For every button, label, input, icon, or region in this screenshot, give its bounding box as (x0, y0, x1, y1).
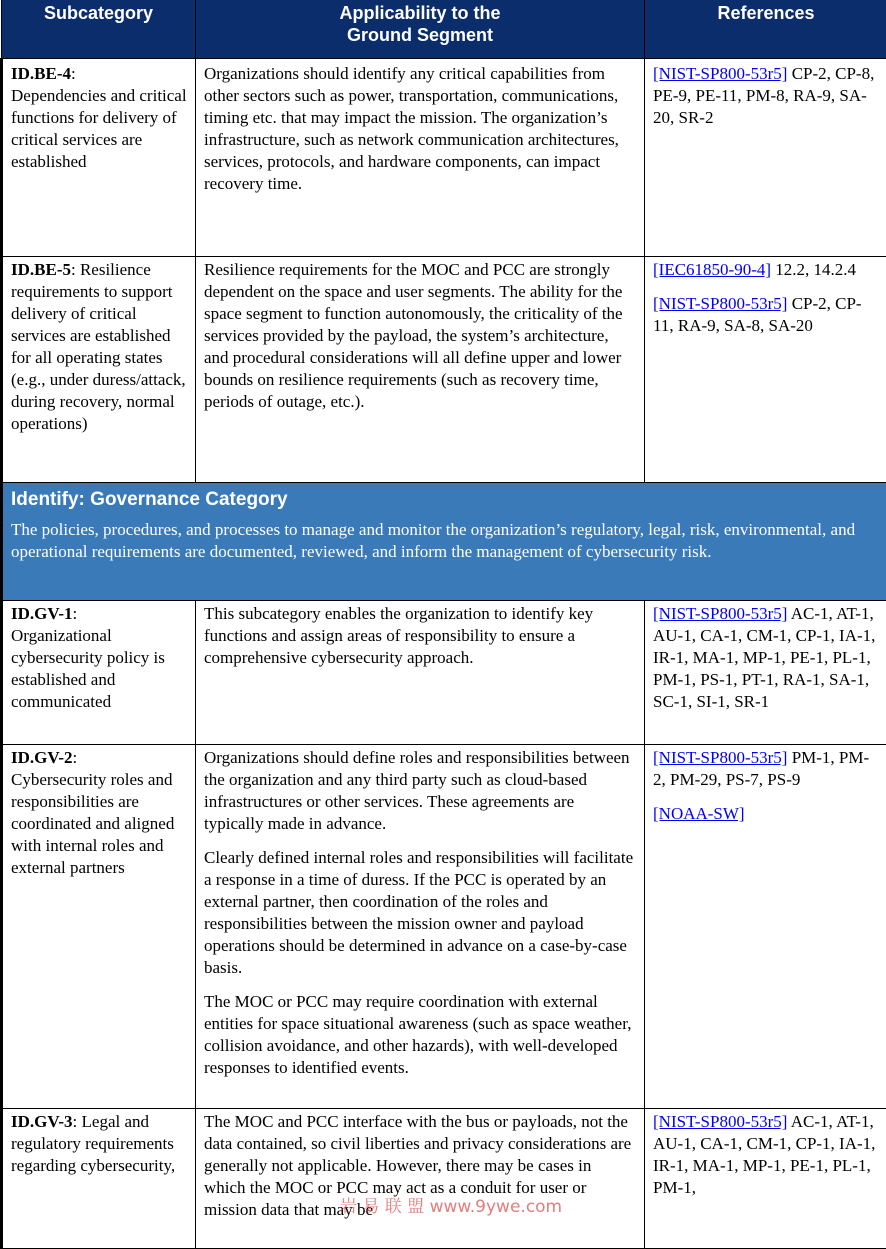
table-row (2, 257, 886, 483)
category-cell (2, 483, 886, 601)
reference-controls: PM-1, PM-2, PM-29, PS-7, PS-9 (653, 748, 869, 789)
reference-entry (653, 603, 878, 713)
table-row (2, 1109, 886, 1249)
header-applicability (196, 0, 645, 59)
reference-entry (653, 259, 878, 281)
subcategory-text: Cybersecurity roles and responsibilities are coordinated and aligned with internal roles and external partners (11, 770, 174, 877)
reference-link[interactable]: [NIST-SP800-53r5] (653, 1112, 787, 1131)
applicability-cell (196, 59, 645, 257)
reference-controls: CP-2, CP-11, RA-9, SA-8, SA-20 (653, 294, 862, 335)
reference-entry (653, 747, 878, 791)
reference-controls: 12.2, 14.2.4 (771, 260, 856, 279)
reference-link[interactable]: [NOAA-SW] (653, 804, 745, 823)
references-cell (645, 745, 886, 1109)
applicability-paragraph: Resilience requirements for the MOC and PCC are strongly dependent on the space and user segments. The ability for the space segment to function autonomously, the criticality of the services provided by the payload, the system’s architecture, and procedural considerations will all define upper and lower bounds on resilience requirements (such as recovery time, periods of outage, etc.). (204, 259, 636, 413)
subcategory-id: ID.GV-2 (11, 748, 73, 767)
subcategory-id-suffix: : Legal and (73, 1112, 149, 1131)
subcategory-cell (2, 745, 196, 1109)
applicability-paragraph: The MOC or PCC may require coordination with external entities for space situational awareness (such as space weather, collision avoidance, and other hazards), with well-developed responses to identified events. (204, 991, 636, 1079)
table-header-row (2, 0, 886, 59)
table-row (2, 745, 886, 1109)
reference-link[interactable]: [NIST-SP800-53r5] (653, 604, 787, 623)
applicability-cell (196, 745, 645, 1109)
subcategory-id-suffix: : (73, 604, 78, 623)
table-row (2, 601, 886, 745)
applicability-paragraph: Organizations should identify any critical capabilities from other sectors such as power, transportation, communications, timing etc. that may impact the mission. The organization’s infrastructure, such as network communication architectures, services, protocols, and hardware components, can impact recovery time. (204, 63, 636, 195)
subcategory-id-suffix: : Resilience (71, 260, 151, 279)
applicability-paragraph: Organizations should define roles and responsibilities between the organization and any third party such as cloud-based infrastructures or other services. These agreements are typically made in advance. (204, 747, 636, 835)
reference-entry (653, 63, 878, 129)
applicability-paragraph: This subcategory enables the organization to identify key functions and assign areas of responsibility to ensure a comprehensive cybersecurity approach. (204, 603, 636, 669)
subcategory-text: Organizational cybersecurity policy is established and communicated (11, 626, 165, 711)
header-references: References (645, 0, 886, 59)
subcategory-text: Dependencies and critical functions for delivery of critical services are established (11, 86, 187, 171)
header-applicability-label: Applicability to the Ground Segment (320, 2, 520, 46)
subcategory-cell (2, 257, 196, 483)
subcategory-id: ID.BE-4 (11, 64, 71, 83)
reference-link[interactable]: [NIST-SP800-53r5] (653, 294, 787, 313)
header-subcategory: Subcategory (2, 0, 196, 59)
subcategory-id-suffix: : (73, 748, 78, 767)
reference-controls: AC-1, AT-1, AU-1, CA-1, CM-1, CP-1, IA-1, IR-1, MA-1, MP-1, PE-1, PL-1, PM-1, PS-1, PT-1, RA-1, SA-1, SC-1, SI-1, SR-1 (653, 604, 875, 711)
references-cell (645, 601, 886, 745)
reference-link[interactable]: [NIST-SP800-53r5] (653, 64, 787, 83)
applicability-paragraph: The MOC and PCC interface with the bus or payloads, not the data contained, so civil liberties and privacy considerations are generally not applicable. However, there may be cases in which the MOC or PCC may act as a conduit for user or mission data that may be (204, 1111, 636, 1221)
subcategory-text: regulatory requirements regarding cybersecurity, (11, 1134, 175, 1175)
references-cell (645, 257, 886, 483)
reference-entry (653, 1111, 878, 1199)
reference-controls: CP-2, CP-8, PE-9, PE-11, PM-8, RA-9, SA-20, SR-2 (653, 64, 874, 127)
reference-link[interactable]: [IEC61850-90-4] (653, 260, 771, 279)
subcategory-id: ID.GV-1 (11, 604, 73, 623)
reference-controls: AC-1, AT-1, AU-1, CA-1, CM-1, CP-1, IA-1, IR-1, MA-1, MP-1, PE-1, PL-1, PM-1, (653, 1112, 875, 1197)
applicability-cell (196, 601, 645, 745)
subcategory-text: requirements to support delivery of critical services are established for all operating states (e.g., under duress/attack, during recovery, normal operations) (11, 282, 186, 433)
table-row (2, 59, 886, 257)
subcategory-id: ID.BE-5 (11, 260, 71, 279)
subcategory-id-suffix: : (71, 64, 76, 83)
applicability-cell (196, 1109, 645, 1249)
subcategory-id: ID.GV-3 (11, 1112, 73, 1131)
references-cell (645, 1109, 886, 1249)
watermark-text: 岩 易 联 盟 www.9ywe.com (340, 1192, 562, 1217)
applicability-paragraph: Clearly defined internal roles and responsibilities will facilitate a response in a time of duress. If the PCC is operated by an external partner, then coordination of the roles and responsibilities between the mission owner and payload operations should be determined in advance on a case-by-case basis. (204, 847, 636, 979)
reference-link[interactable]: [NIST-SP800-53r5] (653, 748, 787, 767)
category-description: The policies, procedures, and processes to manage and monitor the organization’s regulatory, legal, risk, environmental, and operational requirements are documented, reviewed, and inform the management of cybersecurity risk. (11, 519, 878, 563)
category-row (2, 483, 886, 601)
reference-entry (653, 293, 878, 337)
subcategory-cell (2, 1109, 196, 1249)
subcategory-cell (2, 59, 196, 257)
applicability-cell (196, 257, 645, 483)
reference-entry (653, 803, 878, 825)
references-cell (645, 59, 886, 257)
subcategory-cell (2, 601, 196, 745)
category-title: Identify: Governance Category (11, 487, 878, 513)
